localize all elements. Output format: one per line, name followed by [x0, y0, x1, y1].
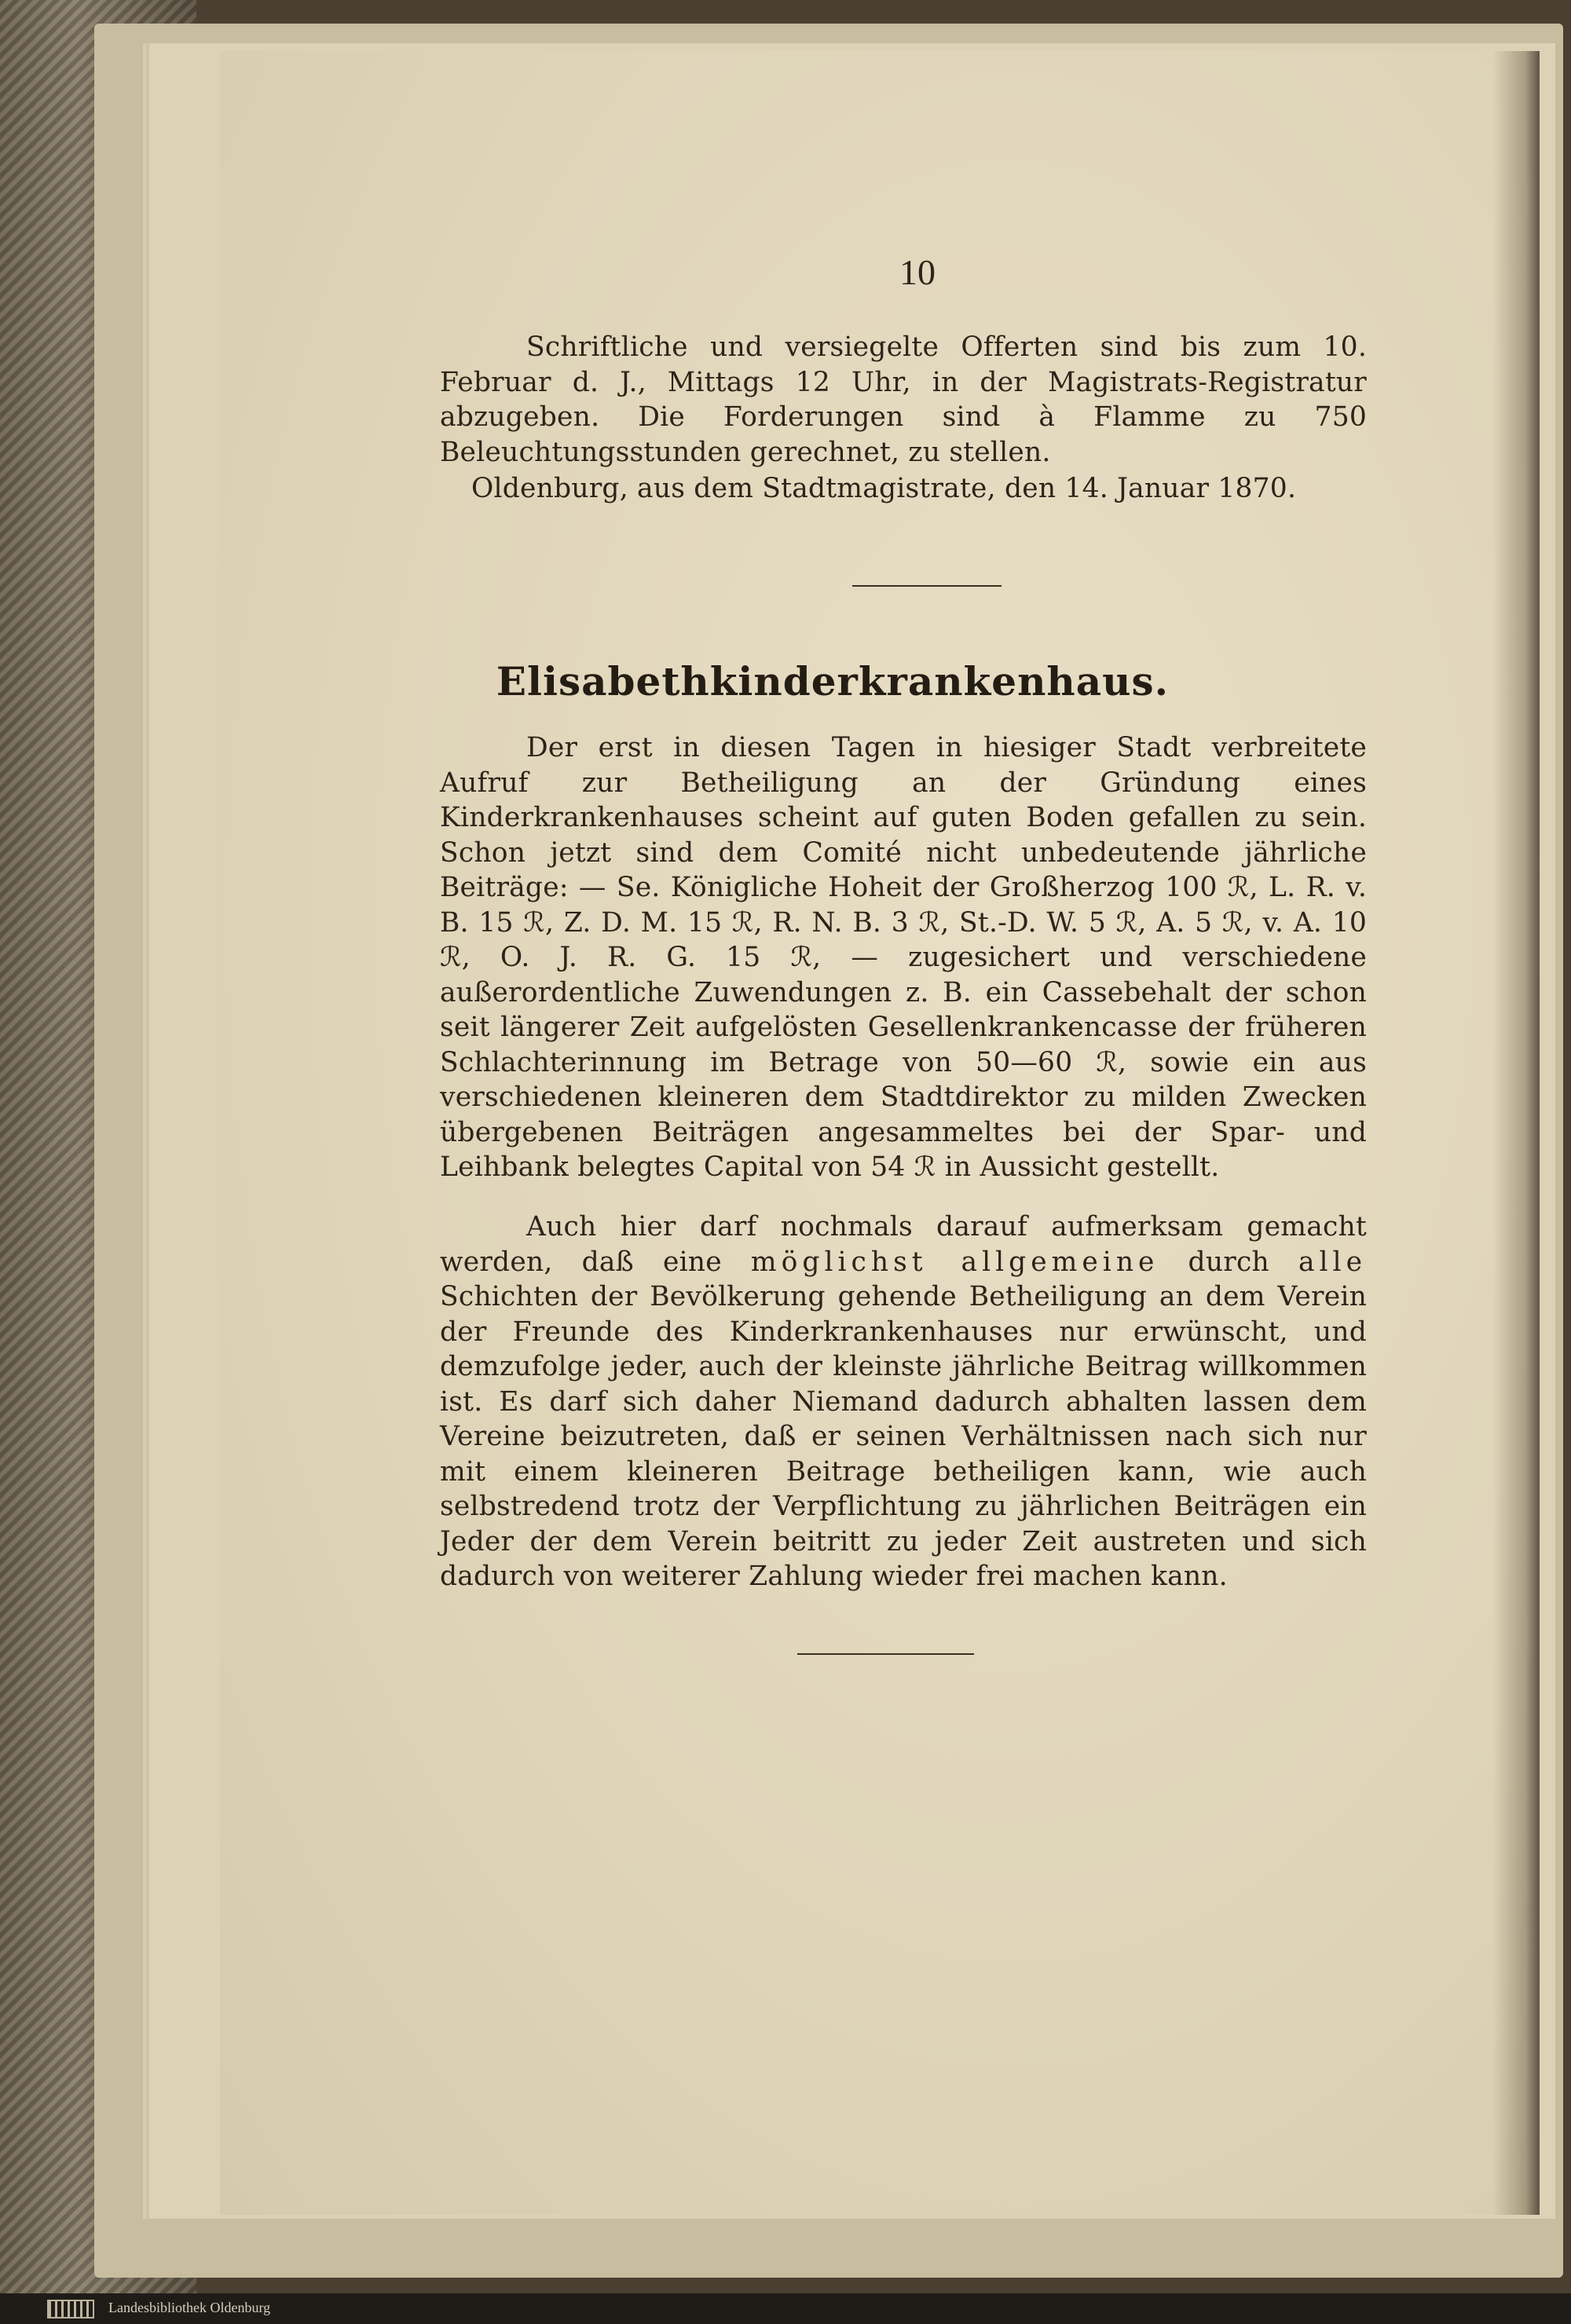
section-divider [852, 585, 1002, 587]
page-number: 10 [899, 252, 936, 292]
article-heading: Elisabethkinderkrankenhaus. [496, 658, 1170, 705]
article-paragraph-2-text-a: Auch hier darf nochmals darauf aufmerksam gemacht werden, daß eine [440, 1211, 1367, 1278]
library-logo-icon [47, 2300, 94, 2319]
article-paragraph-2 [440, 1210, 1367, 1594]
article-paragraph-2-text-b: durch [1159, 1246, 1298, 1278]
page-gutter-shadow [1492, 51, 1540, 2215]
library-name: Landesbibliothek Oldenburg [108, 2300, 271, 2315]
notice-signature: Oldenburg, aus dem Stadtmagistrate, den 14. Januar 1870. [471, 473, 1297, 504]
article-paragraph-1: Der erst in diesen Tagen in hiesiger Stadt verbreitete Aufruf zur Betheiligung an der Gründung eines Kinderkrankenhauses scheint auf guten Boden gefallen zu sein. Schon jetzt sind dem Comité nicht unbedeutende jährliche Beiträge: — Se. Königliche Hoheit der Großherzog 100 ℛ︎, L. R. v. B. 15 ℛ︎, Z. D. M. 15 ℛ︎, R. N. B. 3 ℛ︎, St.-D. W. 5 ℛ︎, A. 5 ℛ︎, v. A. 10 ℛ︎, O. J. R. G. 15 ℛ︎, — zugesichert und verschiedene außerordentliche Zuwendungen z. B. ein Cassebehalt der schon seit längerer Zeit aufgelösten Gesellenkrankencasse der früheren Schlachterinnung im Betrage von 50—60 ℛ︎, sowie ein aus verschiedenen kleineren dem Stadtdirektor zu milden Zwecken übergebenen Beiträgen angesammeltes bei der Spar- und Leihbank belegtes Capital von 54 ℛ︎ in Aussicht gestellt. [440, 732, 1367, 1183]
notice-paragraph: Schriftliche und versiegelte Offerten sind bis zum 10. Februar d. J., Mittags 12 Uhr, in der Magistrats-Registratur abzugeben. Die Forderungen sind à Flamme zu 750 Beleuchtungsstunden gerechnet, zu stellen. [440, 331, 1367, 468]
end-divider [797, 1653, 974, 1655]
footer-bar [0, 2293, 1571, 2324]
emphasized-word: alle [1298, 1246, 1368, 1278]
emphasized-phrase: möglichst allgemeine [750, 1246, 1159, 1278]
article-paragraph-2-text-c: Schichten der Bevölkerung gehende Betheiligung an dem Verein der Freunde des Kinderkrankenhauses nur erwünscht, und demzufolge jeder, auch der kleinste jährliche Beitrag willkommen ist. Es darf sich daher Niemand dadurch abhalten lassen dem Vereine beizutreten, daß er seinen Verhältnissen nach sich nur mit einem kleineren Beitrage betheiligen kann, wie auch selbstredend trotz der Verpflichtung zu jährlichen Beiträgen ein Jeder der dem Verein beitritt zu jeder Zeit austreten und sich dadurch von weiterer Zahlung wieder frei machen kann. [440, 1281, 1367, 1592]
